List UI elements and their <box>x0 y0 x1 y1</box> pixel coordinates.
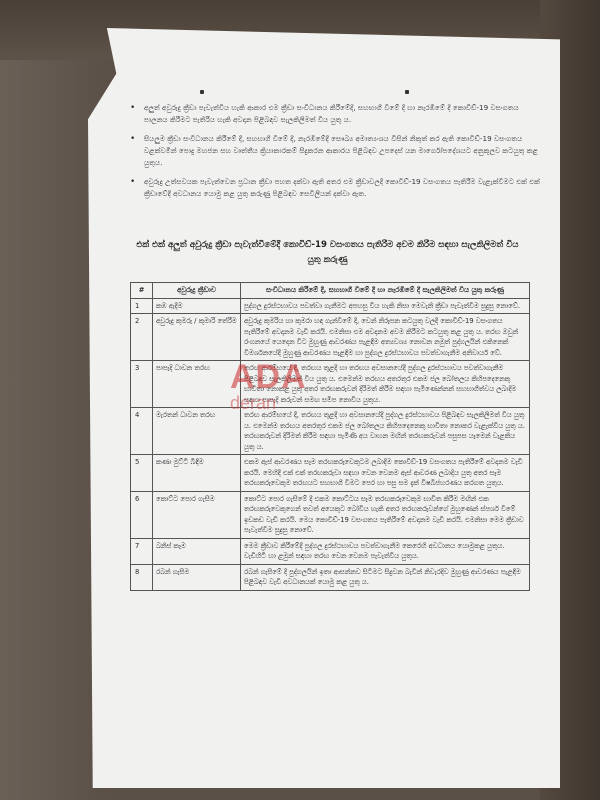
row-guideline: අවුරුදු කුමරිය හා කුමරා හඳ ගැන්වීමේ දී, වෙන් නිරූපන කටයුතු වලදී කොවිඩ්-19 වසංගතය පැතිරීමේ අවදානම වැඩි කරයි. එමනිසා එම අවදානම අවම කිරීමට කටයුතු කළ යුතු ය. තරඟ ඔවුන් රංගනයේ යෙදෙන විට මුහුණු ආවරණය පැළඳීම අත්‍යවශ්‍ය නොවන නමුත් පුද්ගලයින් එකිනෙක් විමර්ශනයේදී මුහුණු ආවරණය පැළඳීම හා පුද්ගල දුරස්ථභාවය පවත්වාගැනීම අනිවාර්ය වේ. <box>241 314 530 361</box>
row-game: කඹ ඇදීම <box>153 298 241 314</box>
header-number: # <box>131 283 153 299</box>
punch-mark <box>405 90 409 94</box>
row-number: 5 <box>131 455 153 492</box>
row-guideline: තරඟ ආරම්භයේ දී, තරඟය තුළදී හා තරඟය අවසානයේදී පුද්ගල දුරස්ථභාවය පවත්වාගැනීම පිළිබඳව සැලකිලිමත් විය යුතු ය. එමෙන්ම තරඟය අතරතුර එකම ජල බෝතලය කිහිපදෙනෙකු භාවිතා නොකළ යුතු අතර තරඟකරුවන් දිරිමත් කිරීම සඳහා පැමිණෙන්නන් සහභාගීත්වය ලබාදීම සඳහා පාපැදි කරුවන් සමඟ සමීප නොවිය යුතුය. <box>241 361 530 408</box>
table-row <box>131 298 530 314</box>
table-row <box>131 538 530 564</box>
row-guideline: එකම ඇස් ආවරණය සෑම තරඟකරුවෙකුටම ලබාදීම කොවිඩ්-19 වසංගතය පැතිරීමේ අවදානම වැඩි කරයි. මෙහිදී එක් එක් තරඟකරුවා සඳහා වෙන වෙනම ඇස් ආවරණ ලබාදිය යුතු අතර සෑම තරඟකරුවෙකුම තරඟයට සහභාගී වීමට පෙර හා පසු සම දැක් විෂබීජහරණය කරගත යුතුය. <box>241 455 530 492</box>
row-guideline: පුද්ගල දුරස්ථභාවය පවත්වා ගැනීමට අපහසු විය හැකි නිසා මෙවැනි ක්‍රීඩා පැවැත්වීම සුදුසු නොවේ. <box>241 298 530 314</box>
row-game: අවුරුදු කුමරු / කුමාරි තේරීම <box>153 314 241 361</box>
row-game: මැරතන් ධාවන තරඟ <box>153 408 241 455</box>
row-game: රබන් ගැසීම <box>153 564 241 590</box>
section-heading: එක් එක් අලුත් අවුරුදු ක්‍රීඩා පැවැත්වීමේදී කොවිඩ්-19 වසංගතය පැතිරීම අවම කිරීම සඳහා සැලකිලිමත් විය යුතු කරුණු <box>136 240 519 265</box>
row-game: කොට්ට පොර ගැසීම <box>153 491 241 538</box>
row-guideline: මෙම ක්‍රීඩාව කිරීමේදී පුද්ගල දුරස්ථභාවය පවත්වාගැනීම කෙරෙහි අවධානය යොමුකළ යුතුය. වැඩිහිටි හා ළමුන් සඳහා තරඟ වෙන වෙනම පැවැත්විය යුතුය. <box>241 538 530 564</box>
row-number: 6 <box>131 491 153 538</box>
table-row <box>131 455 530 492</box>
header-game: අවුරුදු ක්‍රීඩාව <box>153 283 241 299</box>
document-page <box>100 40 555 780</box>
row-number: 8 <box>131 564 153 590</box>
row-guideline: රබන් ගැසීමේ දී පුද්ගලයින් ඉතා ආසන්නව සිටීමට සිදුවන බැවින් නිවැරදිව මුහුණු ආවරණය පැළඳීම පිළිබඳව වැඩි අවධානයක් යොමු කළ යුතු ය. <box>241 564 530 590</box>
games-table <box>130 282 530 591</box>
bullet-item: • අවුරුදු උත්සවයක පැවැත්වෙන ප්‍රධාන ක්‍රීඩා පහත දක්වා ඇති අතර එම ක්‍රීඩාවලදී කොවිඩ්-19 වසංගතය පැතිරීම වැළැක්වීමට එක් එක් ක්‍රීඩාවේදී අවධානය යොමු කළ යුතු කරුණු පිළිබඳව සෙවිලියන් දක්වා ඇත. <box>128 176 540 200</box>
bullet-item: • අලුත් අවුරුදු ක්‍රීඩා පැවැත්විය හැකි ආකාර එම ක්‍රීඩා සංවිධානය කිරීමේදී, සහභාගී වීමේ දී හා නැරඹීමේ දී කොවිඩ්-19 වසංගතය පාලනය කිරීමට පැතිරිය හැකි අවදාන පිළිබඳව සැලකිලිමත් විය යුතු ය. <box>128 102 540 126</box>
punch-mark <box>200 90 204 94</box>
watermark-logo <box>230 360 340 414</box>
bullet-item: • සියලුම ක්‍රීඩා සංවිධානය කිරීමේ දී, සහභාගී වීමේ දී, නැරඹීමේදී සෞඛ්‍ය අමාත්‍යංශය විසින් නිකුත් කර ඇති කොවිඩ්-19 වසංගතය වළක්වමින් පොදු මහජන සහ වෘත්තීය ක්‍රියාකාරකම් සිදුකරන ආකාරය පිළිබඳව උපදෙස් යන මාර්ගෝපදේශයට අනුකූලව කටයුතු කළ යුතුය. <box>128 133 540 169</box>
header-guidelines: සංවිධානය කිරීමේ දී, සහභාගී වීමේ දී හා නැරඹීමේ දී සැලකිලිමත් විය යුතු කරුණු <box>241 283 530 299</box>
table-row <box>131 491 530 538</box>
watermark-line-1: ADA <box>230 358 307 396</box>
row-guideline: කොට්ට පොර ගැසීමේ දී එකම කොට්ටය සෑම තරඟකරුවෙකුම භාවිත කිරීම මඟින් එක තරඟකරුවෙකුගෙන් තවත් අයෙකුට බෝවිය හැකි අතර තරඟකරුවන්ගේ මුහුණෙන් ස්පර්ශ වීමේ ඉඩකඩ වැඩි කරයි. මෙය කොවිඩ්-19 වසංගතය පැතිරීමේ අවදානම වැඩි කරයි. එමනිසා මෙම ක්‍රීඩාව පැවැත්වීම සුදුසු නොවේ. <box>241 491 530 538</box>
row-number: 3 <box>131 361 153 408</box>
row-game: කණා මුට්ටි බිඳීම <box>153 455 241 492</box>
row-game: බනිස් කෑම <box>153 538 241 564</box>
table-row <box>131 314 530 361</box>
row-number: 7 <box>131 538 153 564</box>
row-number: 2 <box>131 314 153 361</box>
table-row <box>131 408 530 455</box>
row-number: 4 <box>131 408 153 455</box>
watermark-line-2: deran <box>230 393 277 413</box>
row-game: පාපැදි ධාවන තරඟ <box>153 361 241 408</box>
bullet-list <box>128 102 540 207</box>
row-number: 1 <box>131 298 153 314</box>
table-row <box>131 564 530 590</box>
row-guideline: තරඟ ආරම්භයේ දී, තරඟය තුළදී හා අවසානයේදී පුද්ගල දුරස්ථභාවය පිළිබඳව සැලකිලිමත් විය යුතු ය. එමෙන්ම තරඟය අතරතුර එකම ජල බෝතලය කිහිපදෙනෙකු භාවිතා නොකර වැළැක්විය යුතු ය. තරඟකරුවන් දිරිමත් කිරීම සඳහා පැමිණි අය වාහන මඟින් තරඟකරුවන් පසුපස යෑමෙන් වැළකිය යුතු ය. <box>241 408 530 455</box>
table-header-row <box>131 283 530 299</box>
